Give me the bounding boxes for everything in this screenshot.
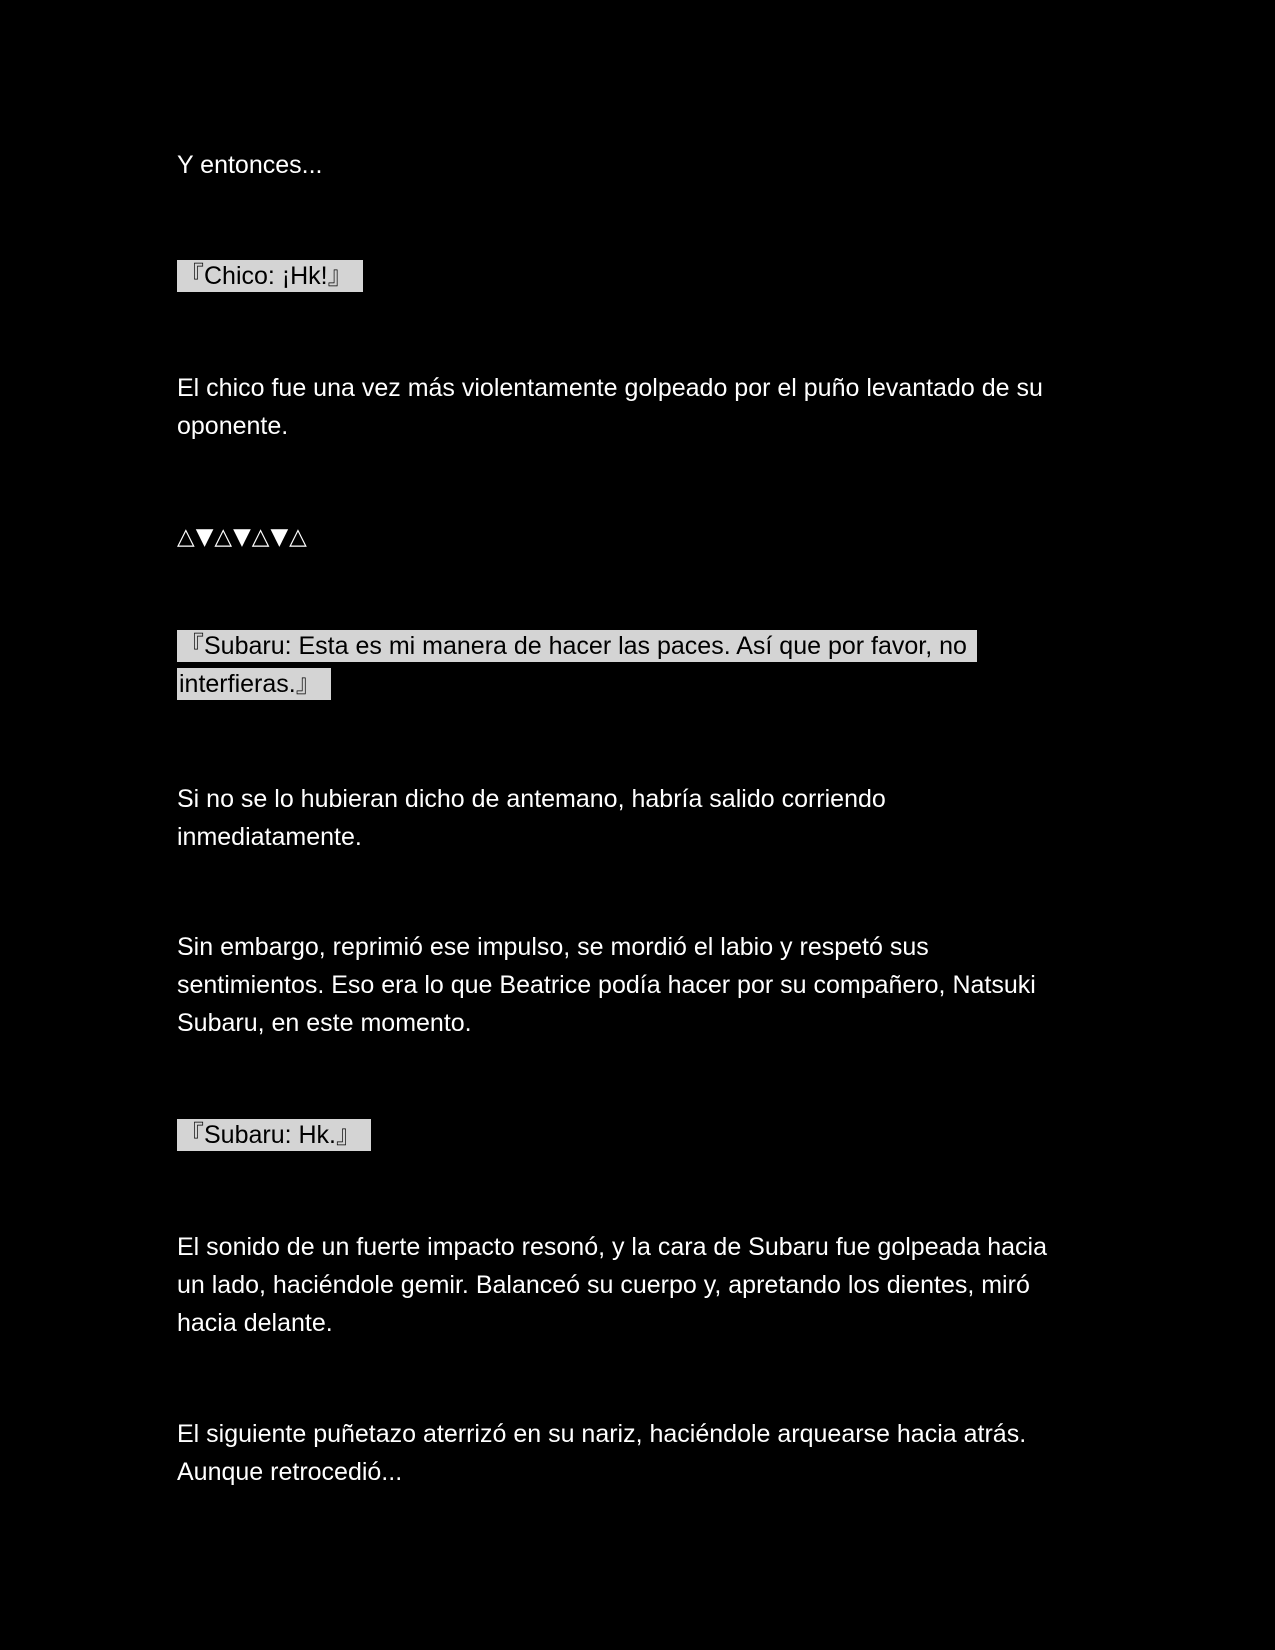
narration-paragraph xyxy=(177,369,1077,445)
narration-text: El chico fue una vez más violentamente golpeado por el puño levantado de su oponente. xyxy=(177,374,1043,440)
narration-paragraph xyxy=(177,780,1077,856)
narration-text: El sonido de un fuerte impacto resonó, y la cara de Subaru fue golpeada hacia un lado, haciéndole gemir. Balanceó su cuerpo y, apretando los dientes, miró hacia delante. xyxy=(177,1233,1048,1337)
narration-paragraph xyxy=(177,1415,1077,1491)
narration-paragraph xyxy=(177,1228,1077,1342)
narration-text: Sin embargo, reprimió ese impulso, se mordió el labio y respetó sus sentimientos. Eso era lo que Beatrice podía hacer por su compañero, Natsuki Subaru, en este momento. xyxy=(177,933,1036,1037)
scene-separator xyxy=(177,518,1077,556)
dialogue-line xyxy=(177,627,1077,703)
narration-paragraph xyxy=(177,928,1077,1042)
dialogue-line xyxy=(177,257,1077,295)
narration-text: Si no se lo hubieran dicho de antemano, habría salido corriendo inmediatamente. xyxy=(177,785,886,851)
dialogue-text: 『Chico: ¡Hk!』 xyxy=(177,260,363,292)
dialogue-text: 『Subaru: Esta es mi manera de hacer las paces. Así que por favor, no interfieras.』 xyxy=(177,630,977,700)
dialogue-line xyxy=(177,1116,1077,1154)
narration-text: El siguiente puñetazo aterrizó en su nariz, haciéndole arquearse hacia atrás. Aunque retrocedió... xyxy=(177,1420,1027,1486)
narration-paragraph xyxy=(177,146,1077,184)
narration-text: Y entonces... xyxy=(177,151,323,179)
separator-symbols: △▼△▼△▼△ xyxy=(177,524,308,550)
dialogue-text: 『Subaru: Hk.』 xyxy=(177,1119,371,1151)
